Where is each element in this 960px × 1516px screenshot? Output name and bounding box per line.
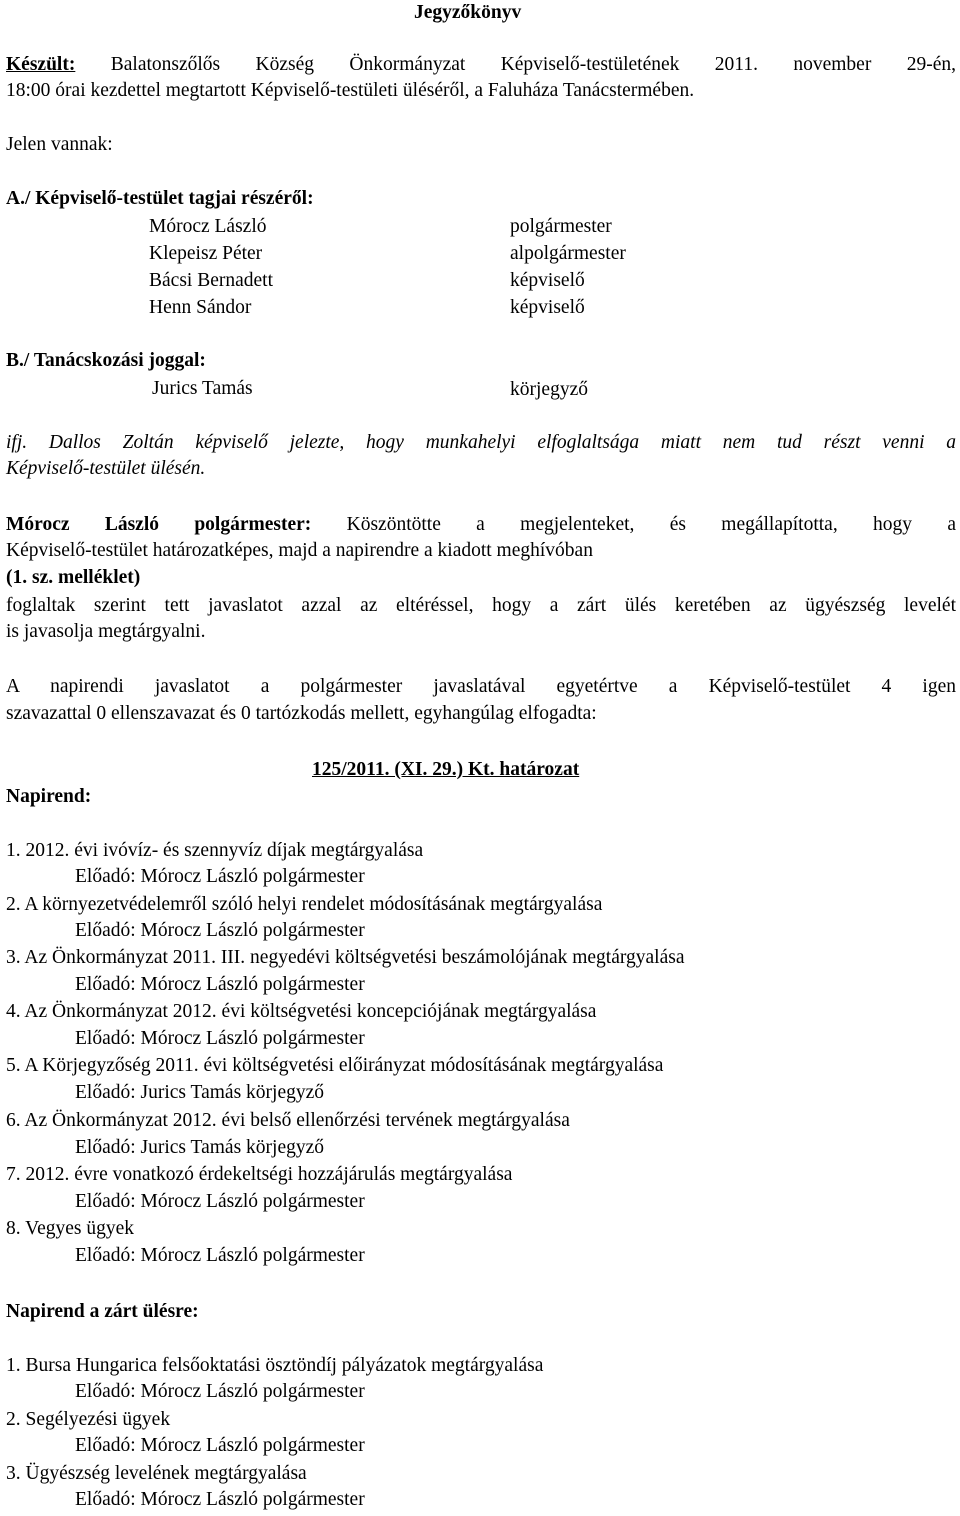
vote-line-1: A napirendi javaslatot a polgármester javaslatával egyetértve a Képviselő-testület 4 igen [6,676,956,697]
present-heading: Jelen vannak: [6,134,113,155]
resolution-title: 125/2011. (XI. 29.) Kt. határozat [312,759,580,780]
member-name: Henn Sándor [149,297,252,318]
member-role: képviselő [510,270,585,291]
agenda-item: 5. A Körjegyzőség 2011. évi költségvetési előirányzat módosításának megtárgyalása [6,1055,664,1076]
agenda-presenter: Előadó: Mórocz László polgármester [75,920,365,941]
opening-speaker: Mórocz László polgármester: [6,514,312,535]
agenda-presenter: Előadó: Mórocz László polgármester [75,1028,365,1049]
opening-line-2: Képviselő-testület határozatképes, majd a napirendre a kiadott meghívóban [6,540,593,561]
agenda-item: 1. 2012. évi ivóvíz- és szennyvíz díjak megtárgyalása [6,840,424,861]
closed-agenda-presenter: Előadó: Mórocz László polgármester [75,1489,365,1510]
agenda-presenter: Előadó: Jurics Tamás körjegyző [75,1082,325,1103]
agenda-item: 8. Vegyes ügyek [6,1218,134,1239]
agenda-presenter: Előadó: Jurics Tamás körjegyző [75,1137,325,1158]
closed-agenda-presenter: Előadó: Mórocz László polgármester [75,1381,365,1402]
member-name: Klepeisz Péter [149,243,263,264]
section-a-heading: A./ Képviselő-testület tagjai részéről: [6,188,314,209]
member-name: Bácsi Bernadett [149,270,273,291]
agenda-heading: Napirend: [6,786,92,807]
agenda-item: 7. 2012. évre vonatkozó érdekeltségi hozzájárulás megtárgyalása [6,1164,513,1185]
agenda-presenter: Előadó: Mórocz László polgármester [75,1191,365,1212]
closed-agenda-presenter: Előadó: Mórocz László polgármester [75,1435,365,1456]
closed-agenda-item: 1. Bursa Hungarica felsőoktatási ösztöndíj pályázatok megtárgyalása [6,1355,544,1376]
intro-line-1 [6,52,956,78]
intro-line-2: 18:00 órai kezdettel megtartott Képviselő-testületi üléséről, a Faluháza Tanácstermében. [6,80,695,101]
absence-note-line-2: Képviselő-testület ülésén. [6,458,206,479]
section-b-heading: B./ Tanácskozási joggal: [6,350,206,371]
document-title: Jegyzőkönyv [414,2,522,23]
closed-agenda-heading: Napirend a zárt ülésre: [6,1301,199,1322]
member-name: Jurics Tamás [152,378,253,399]
agenda-presenter: Előadó: Mórocz László polgármester [75,974,365,995]
opening-line-4: foglaltak szerint tett javaslatot azzal az eltéréssel, hogy a zárt ülés keretében az ügyészség levelét [6,595,956,616]
agenda-presenter: Előadó: Mórocz László polgármester [75,1245,365,1266]
closed-agenda-item: 2. Segélyezési ügyek [6,1409,171,1430]
agenda-item: 4. Az Önkormányzat 2012. évi költségvetési koncepciójának megtárgyalása [6,1001,597,1022]
agenda-item: 2. A környezetvédelemről szóló helyi rendelet módosításának megtárgyalása [6,894,603,915]
intro-label: Készült: [6,54,76,75]
member-role: polgármester [510,216,612,237]
vote-line-2: szavazattal 0 ellenszavazat és 0 tartózkodás mellett, egyhangúlag elfogadta: [6,703,597,724]
agenda-item: 6. Az Önkormányzat 2012. évi belső ellenőrzési tervének megtárgyalása [6,1110,570,1131]
absence-note-line-1: ifj. Dallos Zoltán képviselő jelezte, hogy munkahelyi elfoglaltsága miatt nem tud részt venni a [6,432,956,453]
intro-text-1: Balatonszőlős Község Önkormányzat Képviselő-testületének 2011. november 29-én, [110,54,956,75]
member-name: Mórocz László [149,216,267,237]
member-role: képviselő [510,297,585,318]
opening-line-5: is javasolja megtárgyalni. [6,621,206,642]
agenda-item: 3. Az Önkormányzat 2011. III. negyedévi költségvetési beszámolójának megtárgyalása [6,947,685,968]
closed-agenda-item: 3. Ügyészség levelének megtárgyalása [6,1463,307,1484]
member-role: körjegyző [510,379,588,400]
member-role: alpolgármester [510,243,626,264]
attachment-reference: (1. sz. melléklet) [6,567,141,588]
opening-text-1: Köszöntötte a megjelenteket, és megállapította, hogy a [346,514,957,535]
opening-line-1 [6,512,956,538]
agenda-presenter: Előadó: Mórocz László polgármester [75,866,365,887]
